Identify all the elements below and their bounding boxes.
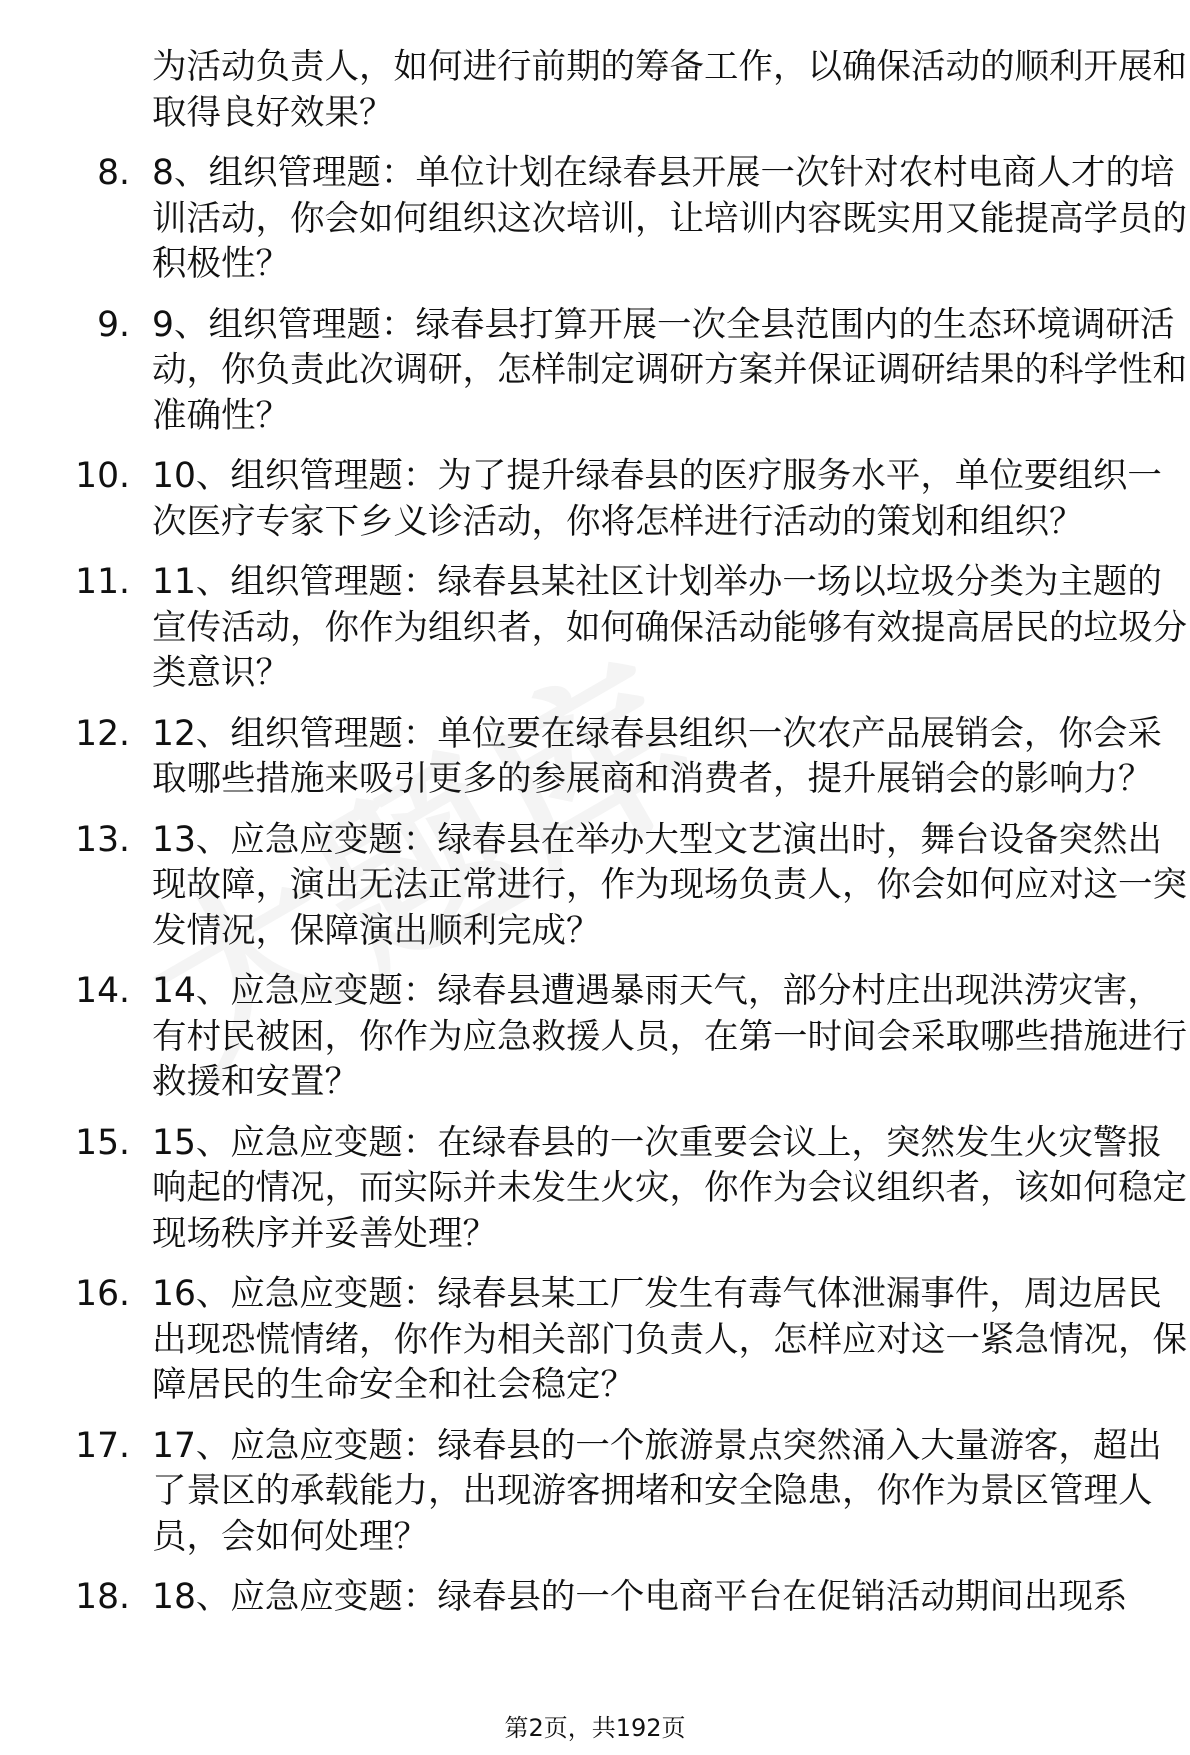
item-text: 8、组织管理题：单位计划在绿春县开展一次针对农村电商人才的培训活动，你会如何组织这次培训，让培训内容既实用又能提高学员的积极性？ (152, 153, 1187, 284)
item-number: 13. (75, 819, 130, 860)
item-text: 13、应急应变题：绿春县在举办大型文艺演出时，舞台设备突然出现故障，演出无法正常进行，作为现场负责人，你会如何应对这一突发情况，保障演出顺利完成？ (152, 819, 1187, 951)
list-item (54, 1272, 1187, 1409)
list-item (54, 818, 1187, 955)
item-number: 9. (97, 304, 130, 345)
list-item (54, 151, 1187, 288)
list-item (54, 1424, 1174, 1561)
item-text: 16、应急应变题：绿春县某工厂发生有毒气体泄漏事件，周边居民出现恐慌情绪，你作为相关部门负责人，怎样应对这一紧急情况，保障居民的生命安全和社会稳定？ (152, 1274, 1187, 1405)
list-item (54, 454, 1174, 545)
item-number: 8. (97, 153, 130, 193)
list-item (54, 1575, 1174, 1621)
item-text: 18、应急应变题：绿春县的一个电商平台在促销活动期间出现系 (152, 1577, 1128, 1617)
item-text: 10、组织管理题：为了提升绿春县的医疗服务水平，单位要组织一次医疗专家下乡义诊活动，你将怎样进行活动的策划和组织？ (152, 456, 1162, 542)
item-number: 10. (75, 456, 130, 496)
item-text: 11、组织管理题：绿春县某社区计划举办一场以垃圾分类为主题的宣传活动，你作为组织者，如何确保活动能够有效提高居民的垃圾分类意识？ (152, 562, 1187, 693)
item-number: 15. (75, 1122, 130, 1163)
item-number: 14. (75, 971, 130, 1011)
item-text: 14、应急应变题：绿春县遭遇暴雨天气，部分村庄出现洪涝灾害，有村民被困，你作为应急救援人员，在第一时间会采取哪些措施进行救援和安置？ (152, 971, 1187, 1102)
item-number: 11. (75, 562, 130, 602)
page-footer: 第2页，共192页 (504, 1714, 686, 1742)
item-number: 17. (75, 1425, 130, 1466)
list-item (54, 303, 1187, 440)
list-item (54, 1121, 1187, 1258)
item-number: 16. (75, 1274, 130, 1314)
item-text: 17、应急应变题：绿春县的一个旅游景点突然涌入大量游客，超出了景区的承载能力，出现游客拥堵和安全隐患，你作为景区管理人员，会如何处理？ (152, 1425, 1162, 1557)
item-text: 12、组织管理题：单位要在绿春县组织一次农产品展销会，你会采取哪些措施来吸引更多的参展商和消费者，提升展销会的影响力？ (152, 713, 1162, 799)
list-item (54, 712, 1174, 803)
list-item (54, 969, 1187, 1106)
item-text: 9、组织管理题：绿春县打算开展一次全县范围内的生态环境调研活动，你负责此次调研，怎样制定调研方案并保证调研结果的科学性和准确性？ (152, 304, 1187, 436)
list-item (54, 560, 1187, 697)
question-list (54, 45, 1187, 1636)
continuation-text: 为活动负责人，如何进行前期的筹备工作，以确保活动的顺利开展和取得良好效果？ (152, 47, 1187, 133)
item-number: 12. (75, 713, 130, 754)
item-number: 18. (75, 1577, 130, 1617)
item-text: 15、应急应变题：在绿春县的一次重要会议上，突然发生火灾警报响起的情况，而实际并未发生火灾，你作为会议组织者，该如何稳定现场秩序并妥善处理？ (152, 1122, 1187, 1254)
